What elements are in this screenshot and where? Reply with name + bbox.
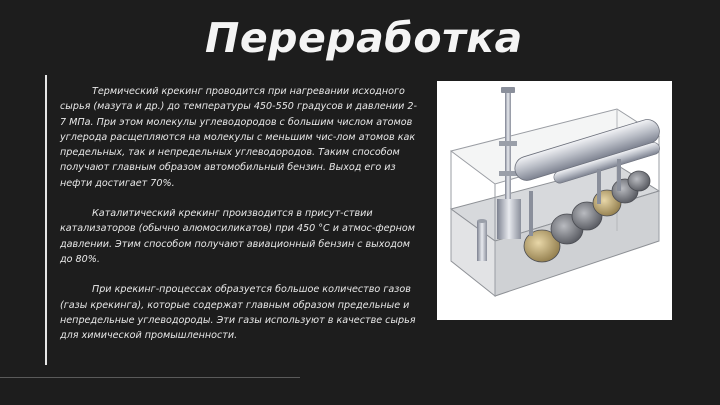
paragraph-thermal-cracking: Термический крекинг проводится при нагревании исходного сырья (мазута и др.) до температуры 450-550 градусов и давлении 2-7 МПа. При этом молекулы углеводородов с большим числом атомов углерода расщепляются на молекулы с меньшим чис-лом атомов как предельных, так и непредельных углеводородов. Таким способом получают главным образом автомобильный бензин. Выход его из нефти достигает 70%. [60,86,417,189]
paragraph-cracking-gases: При крекинг-процессах образуется большое количество газов (газы крекинга), которые содержат главным образом предельные и непредельные углеводороды. Эти газы используют в качестве сырья для химической промышленности. [60,284,416,342]
slide-title: Переработка [205,14,523,62]
cracking-unit-illustration [437,81,672,320]
paragraph-catalytic-cracking: Каталитический крекинг производится в присут-ствии катализаторов (обычно алюмосиликатов) при 450 °С и атмос-ферном давлении. Этим способом получают авиационный бензин с выходом до 80%. [60,208,415,265]
body-text [60,84,420,343]
accent-line [45,75,47,365]
bottom-divider [0,377,300,378]
